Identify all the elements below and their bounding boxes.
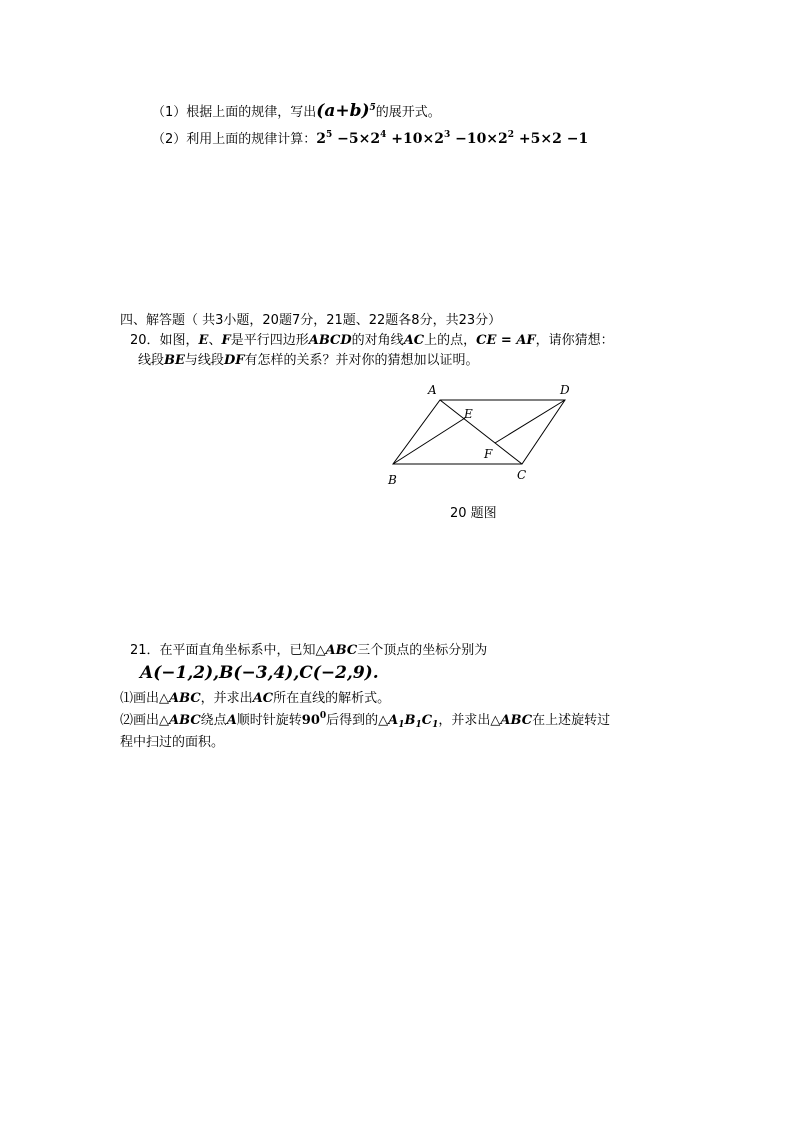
figure-caption: 20 题图	[450, 506, 497, 521]
q21-part2-continued: 程中扫过的面积。	[120, 735, 225, 750]
segment-df	[495, 400, 565, 443]
q19-part1	[152, 102, 441, 122]
q20-line2: 线段BE与线段DF有怎样的关系？并对你的猜想加以证明。	[138, 353, 479, 368]
q19-part2-prefix: （2）利用上面的规律计算：	[152, 132, 317, 147]
q19-part1-suffix: 的展开式。	[375, 105, 441, 120]
segment-be	[393, 418, 465, 464]
section-heading: 四、解答题（ 共3小题，20题7分，21题、22题各8分，共23分）	[120, 313, 502, 328]
q21-part1: ⑴画出△ABC，并求出AC所在直线的解析式。	[120, 691, 391, 706]
parallelogram-outline	[393, 400, 565, 464]
q21-coords: A(−1,2),B(−3,4),C(−2,9).	[140, 663, 379, 683]
q19-part1-prefix: （1）根据上面的规律，写出	[152, 105, 317, 120]
q21-part2: ⑵画出△ABC绕点A顺时针旋转$90^0$后得到的$\triangle A_1B_1C_1$，并求出△ABC在上述旋转过	[120, 711, 611, 730]
label-c: C	[517, 468, 527, 482]
label-f: F	[484, 447, 493, 461]
label-d: D	[560, 383, 570, 397]
diagonal-ac	[440, 400, 522, 464]
q21-line1: 21．在平面直角坐标系中，已知△ABC三个顶点的坐标分别为	[130, 643, 488, 658]
q19-part2	[152, 130, 588, 149]
label-b: B	[388, 473, 397, 487]
q19-part2-expression: $2^5 -5\times 2^4 +10\times 2^3 -10\times 2^2 +5\times 2 -1$	[316, 130, 589, 147]
label-e: E	[464, 407, 473, 421]
parallelogram-figure	[380, 378, 580, 488]
q19-part1-expression: $(a+b)^5$	[316, 101, 376, 121]
q20-line1: 20．如图，E、F是平行四边形ABCD的对角线AC上的点，CE = AF，请你猜想：	[130, 333, 614, 348]
label-a: A	[428, 383, 437, 397]
